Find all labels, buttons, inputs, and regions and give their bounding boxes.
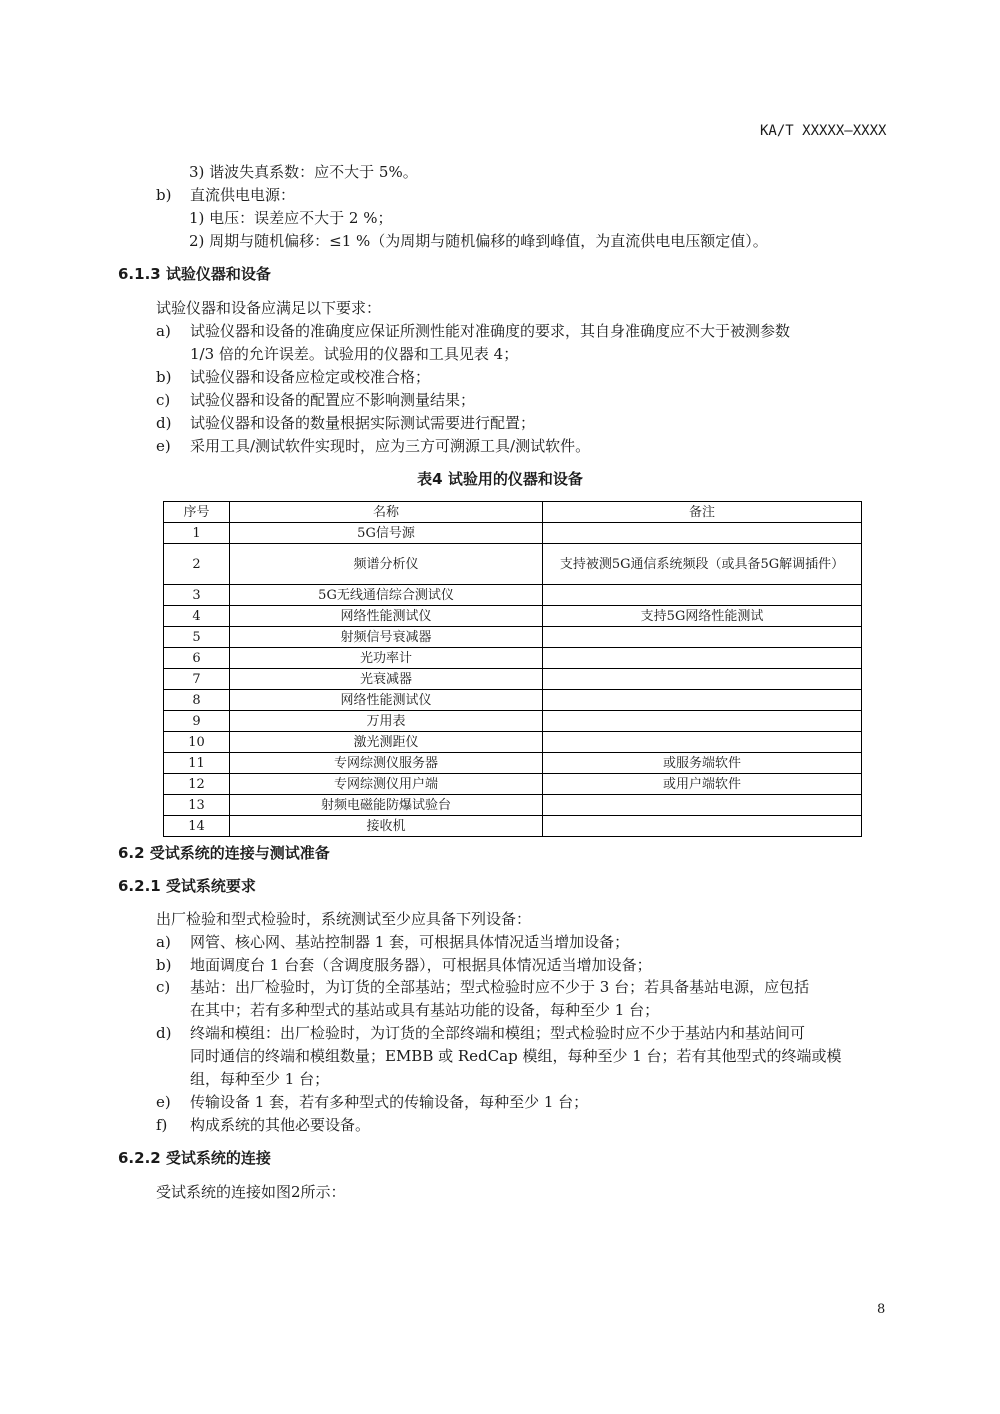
cell-remark: 支持5G网络性能测试 bbox=[543, 606, 862, 627]
table-row bbox=[164, 753, 862, 774]
list-marker: d) bbox=[156, 414, 172, 432]
list-marker: c) bbox=[156, 391, 171, 409]
list-item: 基站：出厂检验时，为订货的全部基站；型式检验时应不少于 3 台；若具备基站电源，应包括 bbox=[190, 978, 810, 996]
cell-name: 5G无线通信综合测试仪 bbox=[230, 585, 543, 606]
cell-no: 4 bbox=[164, 606, 230, 627]
list-item: 构成系统的其他必要设备。 bbox=[190, 1116, 371, 1134]
table-row bbox=[164, 816, 862, 837]
cell-no: 6 bbox=[164, 648, 230, 669]
cell-no: 14 bbox=[164, 816, 230, 837]
table-row bbox=[164, 732, 862, 753]
table-row bbox=[164, 648, 862, 669]
cell-no: 10 bbox=[164, 732, 230, 753]
page-number: 8 bbox=[877, 1302, 886, 1317]
cell-no: 12 bbox=[164, 774, 230, 795]
cell-remark bbox=[543, 585, 862, 606]
cell-name: 万用表 bbox=[230, 711, 543, 732]
cell-remark bbox=[543, 648, 862, 669]
list-item: 1) 电压：误差应不大于 2 %； bbox=[189, 209, 393, 227]
list-marker: f) bbox=[156, 1116, 168, 1134]
cell-no: 13 bbox=[164, 795, 230, 816]
header-cell-name: 名称 bbox=[230, 502, 543, 523]
list-marker: b) bbox=[156, 956, 172, 974]
list-item: 终端和模组：出厂检验时，为订货的全部终端和模组；型式检验时应不少于基站内和基站间可 bbox=[190, 1024, 806, 1042]
list-item: 直流供电电源： bbox=[190, 186, 296, 204]
list-item: 地面调度台 1 台套（含调度服务器），可根据具体情况适当增加设备； bbox=[190, 956, 652, 974]
cell-remark bbox=[543, 627, 862, 648]
cell-name: 接收机 bbox=[230, 816, 543, 837]
list-item: 传输设备 1 套，若有多种型式的传输设备，每种至少 1 台； bbox=[190, 1093, 589, 1111]
table-row bbox=[164, 544, 862, 585]
paragraph: 受试系统的连接如图2所示： bbox=[156, 1183, 346, 1201]
cell-name: 光功率计 bbox=[230, 648, 543, 669]
list-marker: b) bbox=[156, 368, 172, 386]
list-item-continuation: 同时通信的终端和模组数量；EMBB 或 RedCap 模组，每种至少 1 台；若有其他型式的终端或模 bbox=[190, 1047, 842, 1065]
cell-remark bbox=[543, 523, 862, 544]
list-marker: b) bbox=[156, 186, 172, 204]
list-marker: a) bbox=[156, 322, 171, 340]
cell-remark bbox=[543, 816, 862, 837]
table-row bbox=[164, 774, 862, 795]
equipment-table bbox=[163, 501, 862, 837]
cell-name: 频谱分析仪 bbox=[230, 544, 543, 585]
list-item-continuation: 1/3 倍的允许误差。试验用的仪器和工具见表 4； bbox=[190, 345, 519, 363]
cell-no: 11 bbox=[164, 753, 230, 774]
cell-name: 激光测距仪 bbox=[230, 732, 543, 753]
cell-no: 8 bbox=[164, 690, 230, 711]
list-item-continuation: 组，每种至少 1 台； bbox=[190, 1070, 330, 1088]
cell-remark bbox=[543, 690, 862, 711]
list-item: 2) 周期与随机偏移：≤1 %（为周期与随机偏移的峰到峰值，为直流供电电压额定值）。 bbox=[189, 232, 768, 250]
list-item: 试验仪器和设备的准确度应保证所测性能对准确度的要求，其自身准确度应不大于被测参数 bbox=[190, 322, 791, 340]
list-item: 试验仪器和设备应检定或校准合格； bbox=[190, 368, 431, 386]
table-row bbox=[164, 606, 862, 627]
table-row bbox=[164, 669, 862, 690]
section-heading-6-1-3: 6.1.3 试验仪器和设备 bbox=[118, 265, 271, 283]
list-item: 试验仪器和设备的配置应不影响测量结果； bbox=[190, 391, 476, 409]
cell-no: 5 bbox=[164, 627, 230, 648]
section-heading-6-2-2: 6.2.2 受试系统的连接 bbox=[118, 1149, 271, 1167]
cell-remark bbox=[543, 732, 862, 753]
list-marker: a) bbox=[156, 933, 171, 951]
paragraph: 出厂检验和型式检验时，系统测试至少应具备下列设备： bbox=[156, 910, 532, 928]
cell-name: 射频信号衰减器 bbox=[230, 627, 543, 648]
cell-no: 7 bbox=[164, 669, 230, 690]
table-row bbox=[164, 690, 862, 711]
section-heading-6-2: 6.2 受试系统的连接与测试准备 bbox=[118, 844, 330, 862]
cell-remark: 或服务端软件 bbox=[543, 753, 862, 774]
cell-no: 3 bbox=[164, 585, 230, 606]
table-title: 表4 试验用的仪器和设备 bbox=[417, 470, 583, 488]
cell-no: 2 bbox=[164, 544, 230, 585]
list-item: 试验仪器和设备的数量根据实际测试需要进行配置； bbox=[190, 414, 536, 432]
cell-remark bbox=[543, 711, 862, 732]
cell-name: 光衰减器 bbox=[230, 669, 543, 690]
section-heading-6-2-1: 6.2.1 受试系统要求 bbox=[118, 877, 256, 895]
cell-name: 网络性能测试仪 bbox=[230, 690, 543, 711]
cell-remark bbox=[543, 669, 862, 690]
list-marker: e) bbox=[156, 1093, 171, 1111]
cell-name: 射频电磁能防爆试验台 bbox=[230, 795, 543, 816]
paragraph: 试验仪器和设备应满足以下要求： bbox=[156, 299, 382, 317]
cell-remark bbox=[543, 795, 862, 816]
table-row bbox=[164, 795, 862, 816]
list-item: 网管、核心网、基站控制器 1 套，可根据具体情况适当增加设备； bbox=[190, 933, 630, 951]
document-code: KA/T XXXXX—XXXX bbox=[760, 123, 887, 139]
table-row bbox=[164, 523, 862, 544]
header-cell-no: 序号 bbox=[164, 502, 230, 523]
cell-name: 5G信号源 bbox=[230, 523, 543, 544]
table-header-row bbox=[164, 502, 862, 523]
table-row bbox=[164, 711, 862, 732]
cell-remark: 支持被测5G通信系统频段（或具备5G解调插件） bbox=[543, 544, 862, 585]
cell-name: 网络性能测试仪 bbox=[230, 606, 543, 627]
cell-no: 9 bbox=[164, 711, 230, 732]
list-marker: c) bbox=[156, 978, 171, 996]
cell-remark: 或用户端软件 bbox=[543, 774, 862, 795]
list-marker: e) bbox=[156, 437, 171, 455]
header-cell-remark: 备注 bbox=[543, 502, 862, 523]
table-row bbox=[164, 585, 862, 606]
cell-name: 专网综测仪用户端 bbox=[230, 774, 543, 795]
list-marker: d) bbox=[156, 1024, 172, 1042]
cell-name: 专网综测仪服务器 bbox=[230, 753, 543, 774]
table-row bbox=[164, 627, 862, 648]
cell-no: 1 bbox=[164, 523, 230, 544]
list-item: 3) 谐波失真系数：应不大于 5%。 bbox=[189, 163, 418, 181]
list-item: 采用工具/测试软件实现时，应为三方可溯源工具/测试软件。 bbox=[190, 437, 591, 455]
list-item-continuation: 在其中；若有多种型式的基站或具有基站功能的设备，每种至少 1 台； bbox=[190, 1001, 660, 1019]
